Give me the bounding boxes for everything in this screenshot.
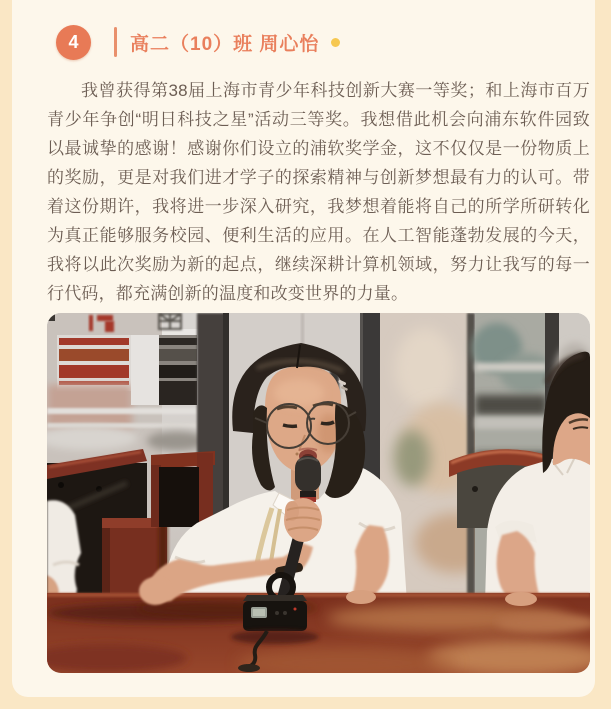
- entry-header: [56, 24, 340, 60]
- entry-number-badge: [56, 25, 91, 60]
- conference-table: [47, 593, 590, 673]
- entry-number: 4: [68, 31, 79, 52]
- entry-paragraph: 我曾获得第38届上海市青少年科技创新大赛一等奖；和上海市百万青少年争创“明日科技之星”活动三等奖。我想借此机会向浦东软件园致以最诚挚的感谢！感谢你们设立的浦软奖学金，这不仅仅是一份物质上的奖励，更是对我们进才学子的探索精神与创新梦想最有力的认可。带着这份期许，我将进一步深入研究，我梦想着能将自己的所学所研转化为真正能够服务校园、便利生活的应用。在人工智能蓬勃发展的今天，我将以此次奖励为新的起点，继续深耕计算机领域，努力让我写的每一行代码，都充满创新的温度和改变世界的力量。: [47, 81, 590, 303]
- student-photo: [47, 313, 590, 673]
- entry-title: 高二（10）班 周心怡: [130, 33, 320, 55]
- title-divider-bar: [114, 27, 117, 57]
- article-card: [12, 0, 595, 697]
- title-dot-icon: [331, 38, 340, 47]
- student-photo-illustration: [47, 313, 590, 673]
